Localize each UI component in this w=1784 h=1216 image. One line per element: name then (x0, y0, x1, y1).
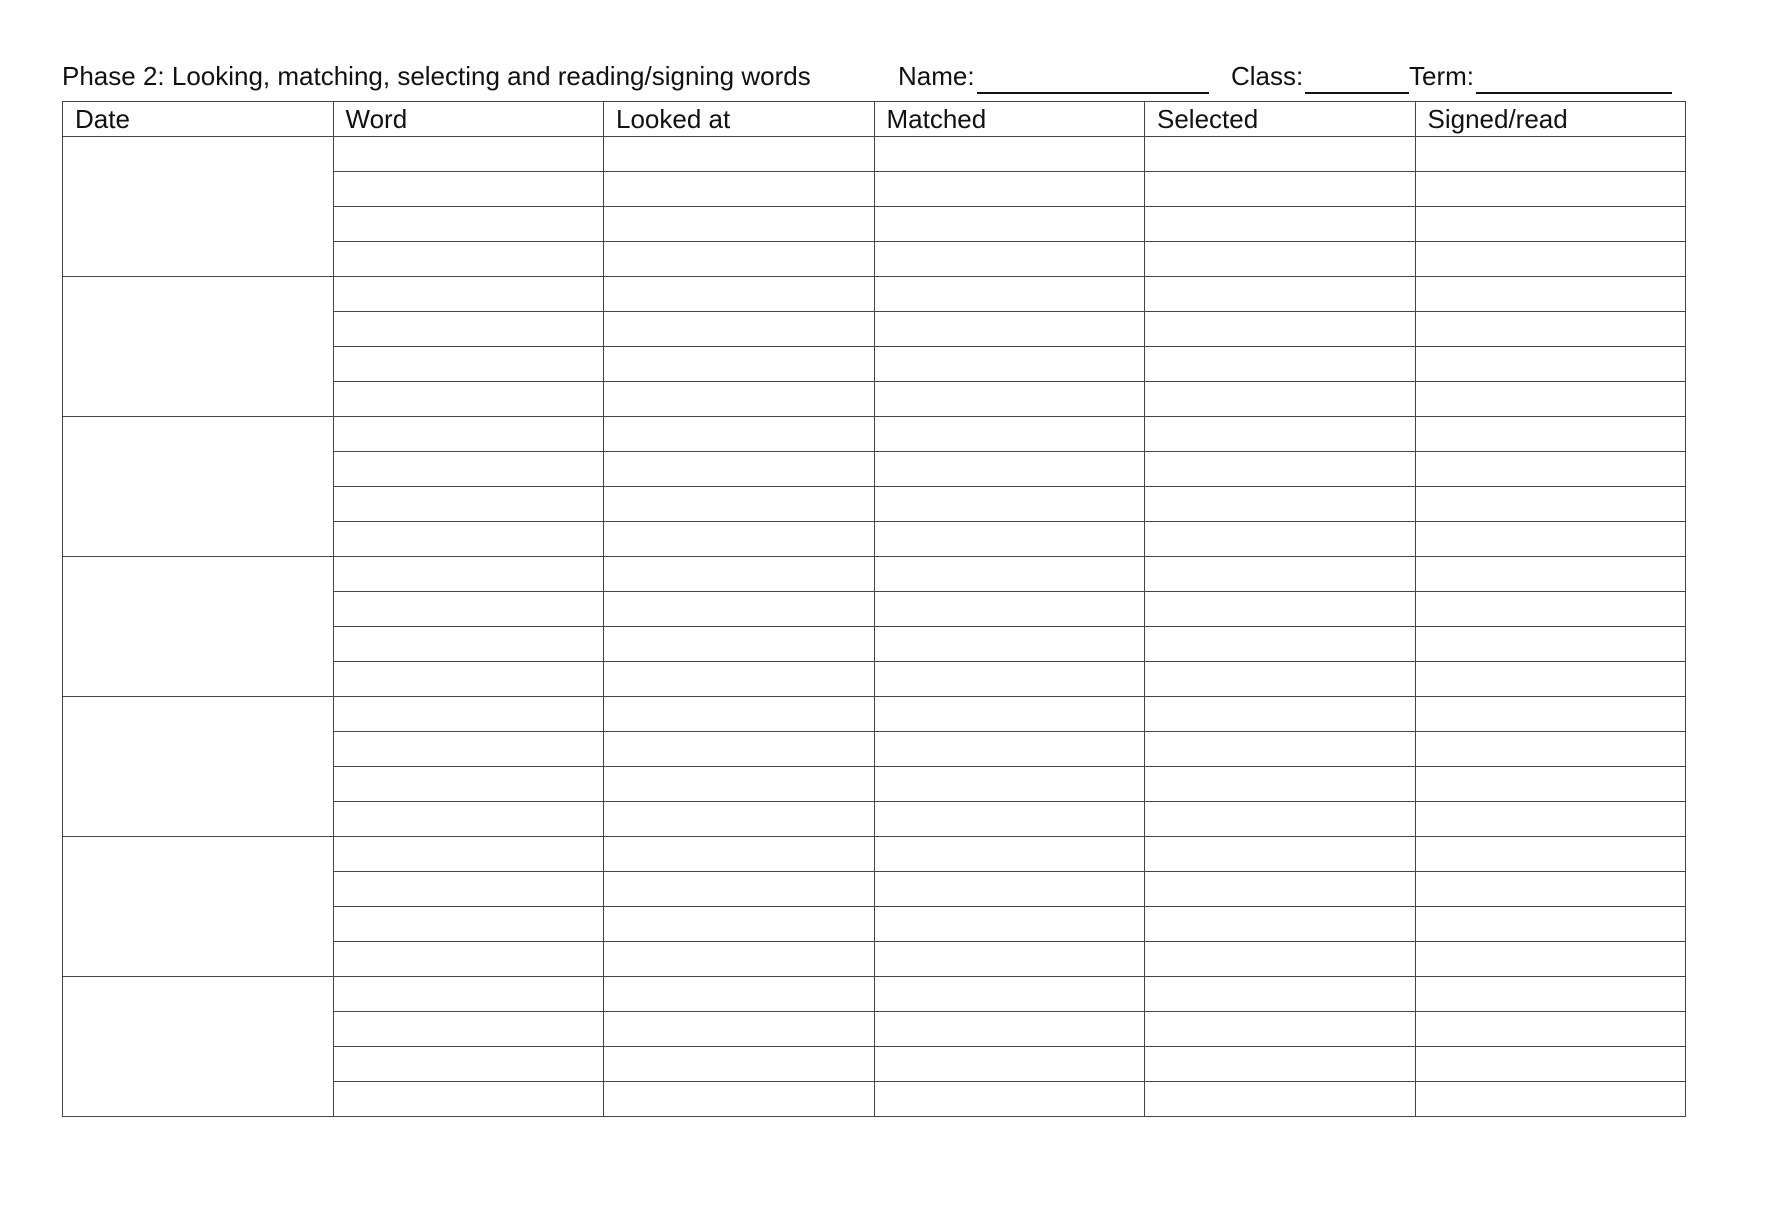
word-cell[interactable] (333, 872, 604, 907)
matched-cell[interactable] (874, 1082, 1145, 1117)
signed-read-cell[interactable] (1415, 907, 1686, 942)
word-cell[interactable] (333, 1047, 604, 1082)
selected-cell[interactable] (1145, 837, 1416, 872)
date-cell[interactable] (63, 697, 334, 837)
matched-cell[interactable] (874, 837, 1145, 872)
selected-cell[interactable] (1145, 802, 1416, 837)
word-cell[interactable] (333, 557, 604, 592)
signed-read-cell[interactable] (1415, 452, 1686, 487)
signed-read-cell[interactable] (1415, 312, 1686, 347)
selected-cell[interactable] (1145, 487, 1416, 522)
signed-read-cell[interactable] (1415, 662, 1686, 697)
matched-cell[interactable] (874, 592, 1145, 627)
word-cell[interactable] (333, 977, 604, 1012)
selected-cell[interactable] (1145, 767, 1416, 802)
looked-at-cell[interactable] (604, 172, 875, 207)
looked-at-cell[interactable] (604, 942, 875, 977)
matched-cell[interactable] (874, 697, 1145, 732)
matched-cell[interactable] (874, 557, 1145, 592)
matched-cell[interactable] (874, 207, 1145, 242)
signed-read-cell[interactable] (1415, 557, 1686, 592)
signed-read-cell[interactable] (1415, 837, 1686, 872)
word-cell[interactable] (333, 802, 604, 837)
looked-at-cell[interactable] (604, 802, 875, 837)
selected-cell[interactable] (1145, 627, 1416, 662)
table-row (63, 417, 1686, 452)
signed-read-cell[interactable] (1415, 137, 1686, 172)
date-cell[interactable] (63, 837, 334, 977)
selected-cell[interactable] (1145, 207, 1416, 242)
selected-cell[interactable] (1145, 452, 1416, 487)
looked-at-cell[interactable] (604, 242, 875, 277)
word-cell[interactable] (333, 662, 604, 697)
name-label: Name: (898, 61, 975, 91)
looked-at-cell[interactable] (604, 732, 875, 767)
signed-read-cell[interactable] (1415, 977, 1686, 1012)
term-field (1409, 58, 1672, 94)
word-cell[interactable] (333, 627, 604, 662)
matched-cell[interactable] (874, 277, 1145, 312)
table-row (63, 277, 1686, 312)
table-row (63, 837, 1686, 872)
record-table (62, 101, 1686, 1117)
matched-cell[interactable] (874, 767, 1145, 802)
matched-cell[interactable] (874, 732, 1145, 767)
selected-cell[interactable] (1145, 417, 1416, 452)
word-cell[interactable] (333, 837, 604, 872)
signed-read-cell[interactable] (1415, 207, 1686, 242)
signed-read-cell[interactable] (1415, 872, 1686, 907)
signed-read-cell[interactable] (1415, 942, 1686, 977)
column-header-signed-read: Signed/read (1415, 102, 1686, 137)
term-label: Term: (1409, 61, 1474, 91)
word-cell[interactable] (333, 417, 604, 452)
matched-cell[interactable] (874, 347, 1145, 382)
looked-at-cell[interactable] (604, 977, 875, 1012)
signed-read-cell[interactable] (1415, 522, 1686, 557)
record-body (63, 137, 1686, 1117)
selected-cell[interactable] (1145, 137, 1416, 172)
matched-cell[interactable] (874, 1012, 1145, 1047)
looked-at-cell[interactable] (604, 662, 875, 697)
signed-read-cell[interactable] (1415, 347, 1686, 382)
signed-read-cell[interactable] (1415, 697, 1686, 732)
matched-cell[interactable] (874, 1047, 1145, 1082)
table-row (63, 977, 1686, 1012)
signed-read-cell[interactable] (1415, 1047, 1686, 1082)
looked-at-cell[interactable] (604, 627, 875, 662)
signed-read-cell[interactable] (1415, 767, 1686, 802)
name-blank-line[interactable] (977, 64, 1209, 94)
selected-cell[interactable] (1145, 942, 1416, 977)
matched-cell[interactable] (874, 452, 1145, 487)
selected-cell[interactable] (1145, 1012, 1416, 1047)
name-field (898, 58, 1209, 94)
word-cell[interactable] (333, 1082, 604, 1117)
word-cell[interactable] (333, 172, 604, 207)
word-cell[interactable] (333, 907, 604, 942)
word-cell[interactable] (333, 242, 604, 277)
looked-at-cell[interactable] (604, 1012, 875, 1047)
signed-read-cell[interactable] (1415, 487, 1686, 522)
selected-cell[interactable] (1145, 522, 1416, 557)
term-blank-line[interactable] (1476, 64, 1672, 94)
matched-cell[interactable] (874, 382, 1145, 417)
looked-at-cell[interactable] (604, 767, 875, 802)
signed-read-cell[interactable] (1415, 1012, 1686, 1047)
table-row (63, 557, 1686, 592)
table-row (63, 137, 1686, 172)
matched-cell[interactable] (874, 312, 1145, 347)
word-cell[interactable] (333, 767, 604, 802)
selected-cell[interactable] (1145, 872, 1416, 907)
date-cell[interactable] (63, 417, 334, 557)
header-row (63, 102, 1686, 137)
selected-cell[interactable] (1145, 907, 1416, 942)
looked-at-cell[interactable] (604, 592, 875, 627)
looked-at-cell[interactable] (604, 1082, 875, 1117)
class-label: Class: (1231, 61, 1304, 91)
table-row (63, 697, 1686, 732)
looked-at-cell[interactable] (604, 837, 875, 872)
selected-cell[interactable] (1145, 592, 1416, 627)
signed-read-cell[interactable] (1415, 277, 1686, 312)
worksheet-header (62, 58, 1702, 94)
looked-at-cell[interactable] (604, 557, 875, 592)
selected-cell[interactable] (1145, 697, 1416, 732)
selected-cell[interactable] (1145, 977, 1416, 1012)
looked-at-cell[interactable] (604, 207, 875, 242)
matched-cell[interactable] (874, 872, 1145, 907)
column-header-date: Date (63, 102, 334, 137)
matched-cell[interactable] (874, 627, 1145, 662)
selected-cell[interactable] (1145, 347, 1416, 382)
signed-read-cell[interactable] (1415, 172, 1686, 207)
word-cell[interactable] (333, 732, 604, 767)
selected-cell[interactable] (1145, 312, 1416, 347)
looked-at-cell[interactable] (604, 452, 875, 487)
matched-cell[interactable] (874, 172, 1145, 207)
matched-cell[interactable] (874, 242, 1145, 277)
selected-cell[interactable] (1145, 662, 1416, 697)
looked-at-cell[interactable] (604, 872, 875, 907)
selected-cell[interactable] (1145, 1082, 1416, 1117)
worksheet-title: Phase 2: Looking, matching, selecting and reading/signing words (62, 61, 811, 91)
signed-read-cell[interactable] (1415, 592, 1686, 627)
looked-at-cell[interactable] (604, 312, 875, 347)
word-cell[interactable] (333, 382, 604, 417)
looked-at-cell[interactable] (604, 697, 875, 732)
signed-read-cell[interactable] (1415, 732, 1686, 767)
word-cell[interactable] (333, 942, 604, 977)
word-cell[interactable] (333, 277, 604, 312)
class-blank-line[interactable] (1305, 64, 1409, 94)
matched-cell[interactable] (874, 942, 1145, 977)
word-cell[interactable] (333, 522, 604, 557)
date-cell[interactable] (63, 557, 334, 697)
signed-read-cell[interactable] (1415, 802, 1686, 837)
selected-cell[interactable] (1145, 277, 1416, 312)
looked-at-cell[interactable] (604, 417, 875, 452)
word-cell[interactable] (333, 452, 604, 487)
column-header-matched: Matched (874, 102, 1145, 137)
word-cell[interactable] (333, 487, 604, 522)
selected-cell[interactable] (1145, 1047, 1416, 1082)
matched-cell[interactable] (874, 802, 1145, 837)
column-header-selected: Selected (1145, 102, 1416, 137)
date-cell[interactable] (63, 137, 334, 277)
looked-at-cell[interactable] (604, 522, 875, 557)
selected-cell[interactable] (1145, 242, 1416, 277)
word-cell[interactable] (333, 592, 604, 627)
looked-at-cell[interactable] (604, 487, 875, 522)
column-header-word: Word (333, 102, 604, 137)
signed-read-cell[interactable] (1415, 417, 1686, 452)
signed-read-cell[interactable] (1415, 382, 1686, 417)
word-cell[interactable] (333, 207, 604, 242)
selected-cell[interactable] (1145, 382, 1416, 417)
looked-at-cell[interactable] (604, 137, 875, 172)
looked-at-cell[interactable] (604, 907, 875, 942)
matched-cell[interactable] (874, 662, 1145, 697)
matched-cell[interactable] (874, 522, 1145, 557)
word-cell[interactable] (333, 312, 604, 347)
word-cell[interactable] (333, 697, 604, 732)
selected-cell[interactable] (1145, 172, 1416, 207)
class-field (1231, 58, 1409, 94)
looked-at-cell[interactable] (604, 347, 875, 382)
matched-cell[interactable] (874, 417, 1145, 452)
date-cell[interactable] (63, 277, 334, 417)
matched-cell[interactable] (874, 977, 1145, 1012)
selected-cell[interactable] (1145, 732, 1416, 767)
word-cell[interactable] (333, 137, 604, 172)
selected-cell[interactable] (1145, 557, 1416, 592)
signed-read-cell[interactable] (1415, 242, 1686, 277)
signed-read-cell[interactable] (1415, 1082, 1686, 1117)
looked-at-cell[interactable] (604, 382, 875, 417)
looked-at-cell[interactable] (604, 277, 875, 312)
column-header-looked-at: Looked at (604, 102, 875, 137)
matched-cell[interactable] (874, 487, 1145, 522)
looked-at-cell[interactable] (604, 1047, 875, 1082)
matched-cell[interactable] (874, 137, 1145, 172)
word-cell[interactable] (333, 347, 604, 382)
signed-read-cell[interactable] (1415, 627, 1686, 662)
word-cell[interactable] (333, 1012, 604, 1047)
matched-cell[interactable] (874, 907, 1145, 942)
date-cell[interactable] (63, 977, 334, 1117)
